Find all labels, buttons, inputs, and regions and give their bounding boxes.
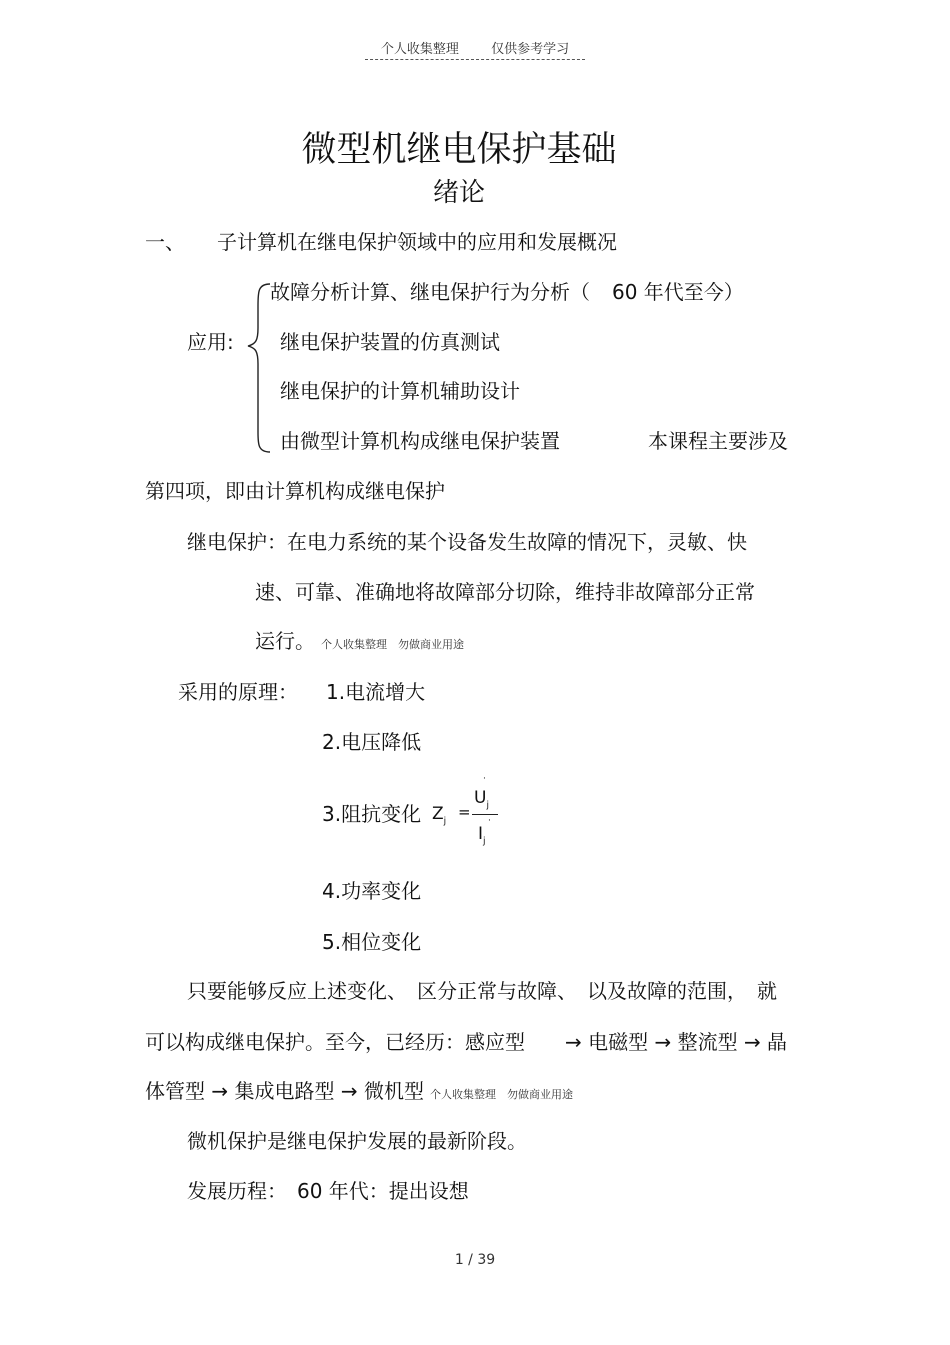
- document-subtitle: 绪论: [432, 178, 485, 208]
- formula-numerator-sub: j: [486, 800, 489, 811]
- definition-note: 个人收集整理 勿做商业用途: [321, 638, 464, 651]
- section-number: 一、: [145, 230, 185, 254]
- paragraph-line-3-text: 体管型 → 集成电路型 → 微机型: [145, 1079, 424, 1103]
- formula-dot-denominator: ·: [488, 816, 491, 826]
- application-item-4: 由微型计算机构成继电保护装置: [280, 429, 560, 453]
- formula-equals: =: [458, 803, 471, 821]
- principles-label: 采用的原理：: [178, 680, 298, 704]
- application-item-1-suffix: 60 年代至今）: [612, 280, 744, 304]
- header-right-text: 仅供参考学习: [491, 42, 570, 57]
- latest-stage-text: 微机保护是继电保护发展的最新阶段。: [187, 1129, 527, 1153]
- application-label: 应用:: [187, 330, 234, 354]
- page-header: [0, 38, 950, 60]
- formula-lhs: Z: [432, 804, 444, 824]
- principle-item-5: 5.相位变化: [322, 930, 422, 954]
- principle-item-4: 4.功率变化: [322, 879, 422, 903]
- page-number: 1 / 39: [454, 1252, 496, 1268]
- paragraph-line-3: [145, 1077, 573, 1109]
- application-item-1-text: 故障分析计算、继电保护行为分析（: [270, 280, 590, 304]
- definition-line-1: 继电保护：在电力系统的某个设备发生故障的情况下，灵敏、快: [187, 530, 747, 554]
- header-left-text: 个人收集整理: [380, 42, 459, 57]
- application-item-2: 继电保护装置的仿真测试: [280, 330, 500, 354]
- application-item-3: 继电保护的计算机辅助设计: [280, 379, 520, 403]
- history-text: 发展历程： 60 年代：提出设想: [187, 1179, 469, 1203]
- application-continuation: 第四项，即由计算机构成继电保护: [145, 479, 445, 503]
- paragraph-note: 个人收集整理 勿做商业用途: [429, 1088, 573, 1101]
- principle-item-2: 2.电压降低: [322, 730, 422, 754]
- definition-line-3: [255, 627, 464, 659]
- formula-denominator: I: [478, 824, 484, 844]
- definition-line-2: 速、可靠、准确地将故障部分切除，维持非故障部分正常: [255, 580, 755, 604]
- document-title: 微型机继电保护基础: [301, 130, 617, 170]
- paragraph-line-2: 可以构成继电保护。至今，已经历：感应型 → 电磁型 → 整流型 → 晶: [145, 1030, 788, 1054]
- section-title: 子计算机在继电保护领域中的应用和发展概况: [217, 230, 617, 254]
- formula-denominator-sub: j: [483, 836, 486, 847]
- formula-numerator: U: [474, 788, 487, 808]
- section-heading: [145, 228, 617, 256]
- curly-brace-icon: [244, 282, 274, 454]
- definition-line-3-text: 运行。: [255, 629, 315, 653]
- principle-item-1: 1.电流增大: [326, 680, 426, 704]
- fraction-bar: [472, 814, 498, 815]
- application-item-4-suffix: 本课程主要涉及: [648, 429, 788, 453]
- application-item-1: [270, 278, 744, 306]
- formula-dot-numerator: ·: [483, 774, 486, 784]
- paragraph-line-1: 只要能够反应上述变化、 区分正常与故障、 以及故障的范围， 就: [187, 979, 777, 1003]
- formula-lhs-sub: j: [443, 816, 447, 827]
- principle-item-3: 3.阻抗变化: [322, 802, 422, 826]
